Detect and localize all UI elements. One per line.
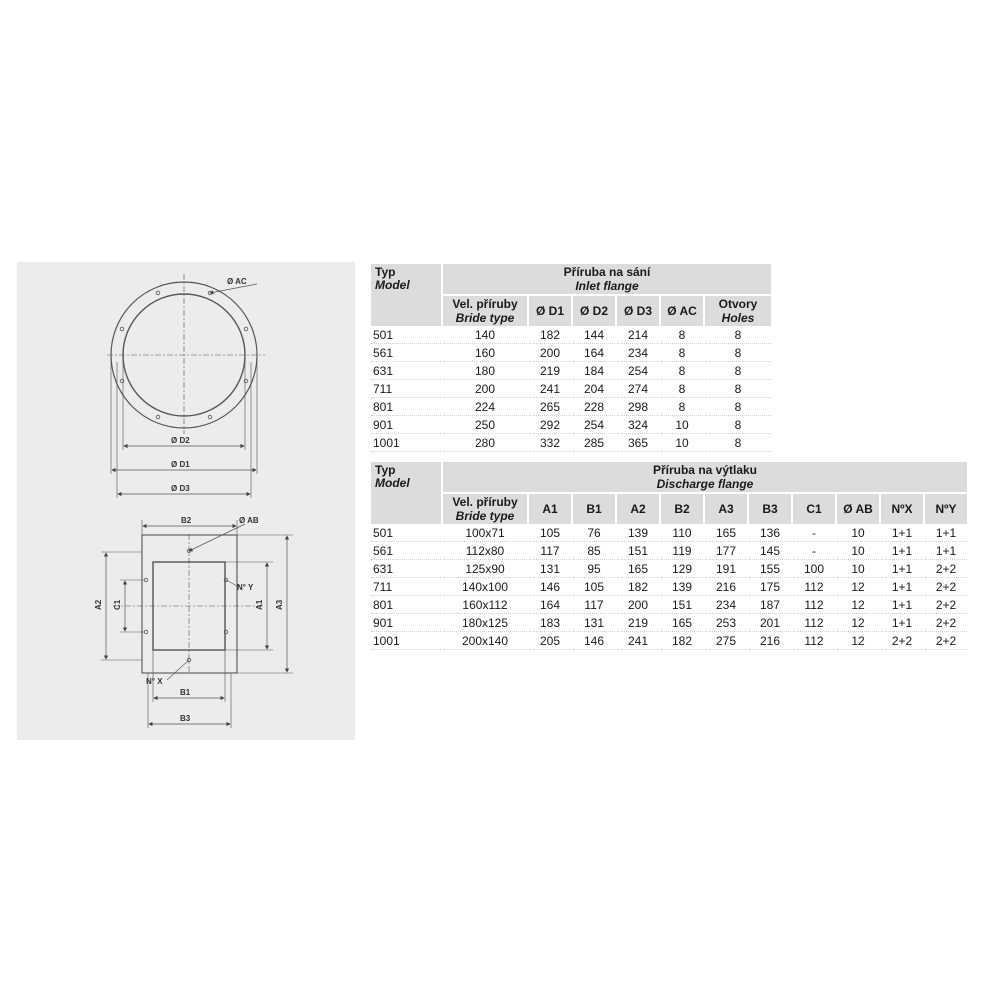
value-cell: 100 bbox=[793, 560, 835, 578]
value-cell: 146 bbox=[529, 578, 571, 596]
label-c1: C1 bbox=[113, 599, 122, 610]
label-ac: Ø AC bbox=[227, 277, 247, 286]
value-cell: 200 bbox=[443, 380, 527, 398]
value-cell: 110 bbox=[661, 524, 703, 542]
value-cell: 165 bbox=[617, 560, 659, 578]
value-cell: 165 bbox=[661, 614, 703, 632]
value-cell: 10 bbox=[661, 416, 703, 434]
value-cell: 10 bbox=[837, 542, 879, 560]
header-d2: Ø D2 bbox=[573, 294, 615, 326]
value-cell: 112x80 bbox=[443, 542, 527, 560]
table-row bbox=[371, 524, 967, 542]
label-a3: A3 bbox=[275, 599, 284, 610]
value-cell: 100x71 bbox=[443, 524, 527, 542]
value-cell: 8 bbox=[705, 344, 771, 362]
value-cell: 241 bbox=[529, 380, 571, 398]
header-a3: A3 bbox=[705, 492, 747, 524]
label-d3: Ø D3 bbox=[171, 484, 190, 493]
header-ac: Ø AC bbox=[661, 294, 703, 326]
value-cell: 2+2 bbox=[925, 614, 967, 632]
header-holes-en: Holes bbox=[721, 311, 755, 325]
value-cell: 151 bbox=[617, 542, 659, 560]
table-row bbox=[371, 398, 771, 416]
value-cell: 205 bbox=[529, 632, 571, 650]
value-cell: 105 bbox=[529, 524, 571, 542]
value-cell: 8 bbox=[705, 434, 771, 452]
value-cell: - bbox=[793, 524, 835, 542]
model-cell: 501 bbox=[371, 524, 441, 542]
value-cell: 10 bbox=[837, 560, 879, 578]
value-cell: 183 bbox=[529, 614, 571, 632]
value-cell: 112 bbox=[793, 632, 835, 650]
value-cell: 8 bbox=[661, 326, 703, 344]
model-cell: 801 bbox=[371, 398, 441, 416]
value-cell: 12 bbox=[837, 632, 879, 650]
value-cell: 151 bbox=[661, 596, 703, 614]
value-cell: 224 bbox=[443, 398, 527, 416]
value-cell: 165 bbox=[705, 524, 747, 542]
value-cell: 1+1 bbox=[881, 578, 923, 596]
inlet-table-body bbox=[371, 326, 771, 452]
value-cell: 144 bbox=[573, 326, 615, 344]
value-cell: 8 bbox=[705, 326, 771, 344]
value-cell: 146 bbox=[573, 632, 615, 650]
value-cell: 8 bbox=[705, 398, 771, 416]
table-row bbox=[371, 362, 771, 380]
header-ny: NºY bbox=[925, 492, 967, 524]
value-cell: 2+2 bbox=[925, 560, 967, 578]
value-cell: 1+1 bbox=[881, 596, 923, 614]
value-cell: 139 bbox=[661, 578, 703, 596]
value-cell: 216 bbox=[705, 578, 747, 596]
value-cell: 131 bbox=[529, 560, 571, 578]
value-cell: 10 bbox=[661, 434, 703, 452]
header-b1: B1 bbox=[573, 492, 615, 524]
header-group-cz: Příruba na výtlaku bbox=[652, 463, 758, 477]
value-cell: 140 bbox=[443, 326, 527, 344]
value-cell: 8 bbox=[705, 362, 771, 380]
value-cell: 112 bbox=[793, 614, 835, 632]
value-cell: 155 bbox=[749, 560, 791, 578]
value-cell: 117 bbox=[529, 542, 571, 560]
value-cell: 8 bbox=[705, 416, 771, 434]
value-cell: 12 bbox=[837, 614, 879, 632]
value-cell: 2+2 bbox=[881, 632, 923, 650]
value-cell: 1+1 bbox=[881, 614, 923, 632]
model-cell: 501 bbox=[371, 326, 441, 344]
value-cell: 105 bbox=[573, 578, 615, 596]
header-holes bbox=[705, 294, 771, 326]
label-b1: B1 bbox=[180, 688, 191, 697]
label-b2: B2 bbox=[181, 516, 192, 525]
value-cell: 95 bbox=[573, 560, 615, 578]
value-cell: 200 bbox=[617, 596, 659, 614]
header-bride-cz: Vel. příruby bbox=[452, 495, 518, 509]
value-cell: 254 bbox=[617, 362, 659, 380]
header-typ-label: Typ bbox=[375, 265, 396, 279]
value-cell: - bbox=[793, 542, 835, 560]
model-cell: 561 bbox=[371, 542, 441, 560]
table-row bbox=[371, 614, 967, 632]
discharge-table-body bbox=[371, 524, 967, 650]
model-cell: 1001 bbox=[371, 632, 441, 650]
value-cell: 253 bbox=[705, 614, 747, 632]
label-d1: Ø D1 bbox=[171, 460, 190, 469]
value-cell: 2+2 bbox=[925, 632, 967, 650]
table-row bbox=[371, 326, 771, 344]
value-cell: 275 bbox=[705, 632, 747, 650]
model-cell: 901 bbox=[371, 416, 441, 434]
header-b2: B2 bbox=[661, 492, 703, 524]
header-group-en: Inlet flange bbox=[575, 279, 639, 293]
model-cell: 631 bbox=[371, 362, 441, 380]
model-cell: 711 bbox=[371, 380, 441, 398]
value-cell: 1+1 bbox=[925, 524, 967, 542]
value-cell: 285 bbox=[573, 434, 615, 452]
value-cell: 76 bbox=[573, 524, 615, 542]
value-cell: 1+1 bbox=[881, 560, 923, 578]
value-cell: 298 bbox=[617, 398, 659, 416]
value-cell: 85 bbox=[573, 542, 615, 560]
value-cell: 265 bbox=[529, 398, 571, 416]
value-cell: 200x140 bbox=[443, 632, 527, 650]
value-cell: 201 bbox=[749, 614, 791, 632]
model-cell: 901 bbox=[371, 614, 441, 632]
discharge-flange-view bbox=[101, 520, 293, 728]
header-d3: Ø D3 bbox=[617, 294, 659, 326]
table-row bbox=[371, 542, 967, 560]
value-cell: 145 bbox=[749, 542, 791, 560]
label-ny: N° Y bbox=[237, 583, 254, 592]
header-nx: NºX bbox=[881, 492, 923, 524]
value-cell: 164 bbox=[529, 596, 571, 614]
header-model bbox=[371, 264, 441, 326]
header-holes-cz: Otvory bbox=[718, 297, 758, 311]
value-cell: 250 bbox=[443, 416, 527, 434]
value-cell: 160x112 bbox=[443, 596, 527, 614]
header-bride-en: Bride type bbox=[455, 509, 515, 523]
table-row bbox=[371, 380, 771, 398]
value-cell: 216 bbox=[749, 632, 791, 650]
header-b3: B3 bbox=[749, 492, 791, 524]
value-cell: 175 bbox=[749, 578, 791, 596]
value-cell: 8 bbox=[661, 362, 703, 380]
header-a2: A2 bbox=[617, 492, 659, 524]
value-cell: 119 bbox=[661, 542, 703, 560]
value-cell: 234 bbox=[617, 344, 659, 362]
header-a1: A1 bbox=[529, 492, 571, 524]
value-cell: 204 bbox=[573, 380, 615, 398]
value-cell: 219 bbox=[529, 362, 571, 380]
model-cell: 1001 bbox=[371, 434, 441, 452]
value-cell: 241 bbox=[617, 632, 659, 650]
value-cell: 292 bbox=[529, 416, 571, 434]
value-cell: 125x90 bbox=[443, 560, 527, 578]
table-row bbox=[371, 632, 967, 650]
value-cell: 228 bbox=[573, 398, 615, 416]
label-a1: A1 bbox=[255, 599, 264, 610]
value-cell: 12 bbox=[837, 596, 879, 614]
flange-drawing bbox=[17, 262, 355, 740]
value-cell: 234 bbox=[705, 596, 747, 614]
value-cell: 184 bbox=[573, 362, 615, 380]
value-cell: 214 bbox=[617, 326, 659, 344]
table-row bbox=[371, 344, 771, 362]
value-cell: 280 bbox=[443, 434, 527, 452]
value-cell: 8 bbox=[705, 380, 771, 398]
header-model-label: Model bbox=[375, 476, 410, 490]
header-bride-type bbox=[443, 294, 527, 326]
header-bride-type bbox=[443, 492, 527, 524]
header-model-label: Model bbox=[375, 278, 410, 292]
value-cell: 140x100 bbox=[443, 578, 527, 596]
value-cell: 177 bbox=[705, 542, 747, 560]
value-cell: 365 bbox=[617, 434, 659, 452]
label-b3: B3 bbox=[180, 714, 191, 723]
model-cell: 801 bbox=[371, 596, 441, 614]
table-row bbox=[371, 560, 967, 578]
header-d1: Ø D1 bbox=[529, 294, 571, 326]
value-cell: 2+2 bbox=[925, 578, 967, 596]
discharge-flange-table bbox=[369, 462, 969, 650]
value-cell: 10 bbox=[837, 524, 879, 542]
header-model bbox=[371, 462, 441, 524]
header-bride-en: Bride type bbox=[455, 311, 515, 325]
value-cell: 164 bbox=[573, 344, 615, 362]
value-cell: 112 bbox=[793, 596, 835, 614]
value-cell: 182 bbox=[529, 326, 571, 344]
value-cell: 219 bbox=[617, 614, 659, 632]
value-cell: 8 bbox=[661, 344, 703, 362]
value-cell: 182 bbox=[617, 578, 659, 596]
table-row bbox=[371, 596, 967, 614]
header-discharge-flange bbox=[443, 462, 967, 492]
header-group-cz: Příruba na sání bbox=[563, 265, 651, 279]
header-inlet-flange bbox=[443, 264, 771, 294]
value-cell: 332 bbox=[529, 434, 571, 452]
value-cell: 117 bbox=[573, 596, 615, 614]
model-cell: 711 bbox=[371, 578, 441, 596]
table-row bbox=[371, 416, 771, 434]
value-cell: 274 bbox=[617, 380, 659, 398]
table-row bbox=[371, 578, 967, 596]
value-cell: 8 bbox=[661, 398, 703, 416]
value-cell: 1+1 bbox=[881, 524, 923, 542]
value-cell: 1+1 bbox=[925, 542, 967, 560]
value-cell: 182 bbox=[661, 632, 703, 650]
value-cell: 187 bbox=[749, 596, 791, 614]
value-cell: 254 bbox=[573, 416, 615, 434]
value-cell: 324 bbox=[617, 416, 659, 434]
value-cell: 12 bbox=[837, 578, 879, 596]
inlet-flange-table bbox=[369, 264, 773, 452]
value-cell: 1+1 bbox=[881, 542, 923, 560]
value-cell: 200 bbox=[529, 344, 571, 362]
value-cell: 180x125 bbox=[443, 614, 527, 632]
value-cell: 139 bbox=[617, 524, 659, 542]
value-cell: 129 bbox=[661, 560, 703, 578]
header-group-en: Discharge flange bbox=[656, 477, 754, 491]
header-bride-cz: Vel. příruby bbox=[452, 297, 518, 311]
model-cell: 561 bbox=[371, 344, 441, 362]
value-cell: 136 bbox=[749, 524, 791, 542]
value-cell: 2+2 bbox=[925, 596, 967, 614]
rect-bolt-holes bbox=[144, 549, 228, 662]
model-cell: 631 bbox=[371, 560, 441, 578]
value-cell: 112 bbox=[793, 578, 835, 596]
header-c1: C1 bbox=[793, 492, 835, 524]
value-cell: 180 bbox=[443, 362, 527, 380]
value-cell: 8 bbox=[661, 380, 703, 398]
label-nx: N° X bbox=[146, 677, 163, 686]
header-ab: Ø AB bbox=[837, 492, 879, 524]
value-cell: 131 bbox=[573, 614, 615, 632]
header-typ-label: Typ bbox=[375, 463, 396, 477]
flange-outer-rect bbox=[142, 535, 237, 673]
flange-drawing-panel bbox=[17, 262, 355, 740]
value-cell: 160 bbox=[443, 344, 527, 362]
label-a2: A2 bbox=[94, 599, 103, 610]
label-d2: Ø D2 bbox=[171, 436, 190, 445]
label-ab: Ø AB bbox=[239, 516, 259, 525]
value-cell: 191 bbox=[705, 560, 747, 578]
table-row bbox=[371, 434, 771, 452]
